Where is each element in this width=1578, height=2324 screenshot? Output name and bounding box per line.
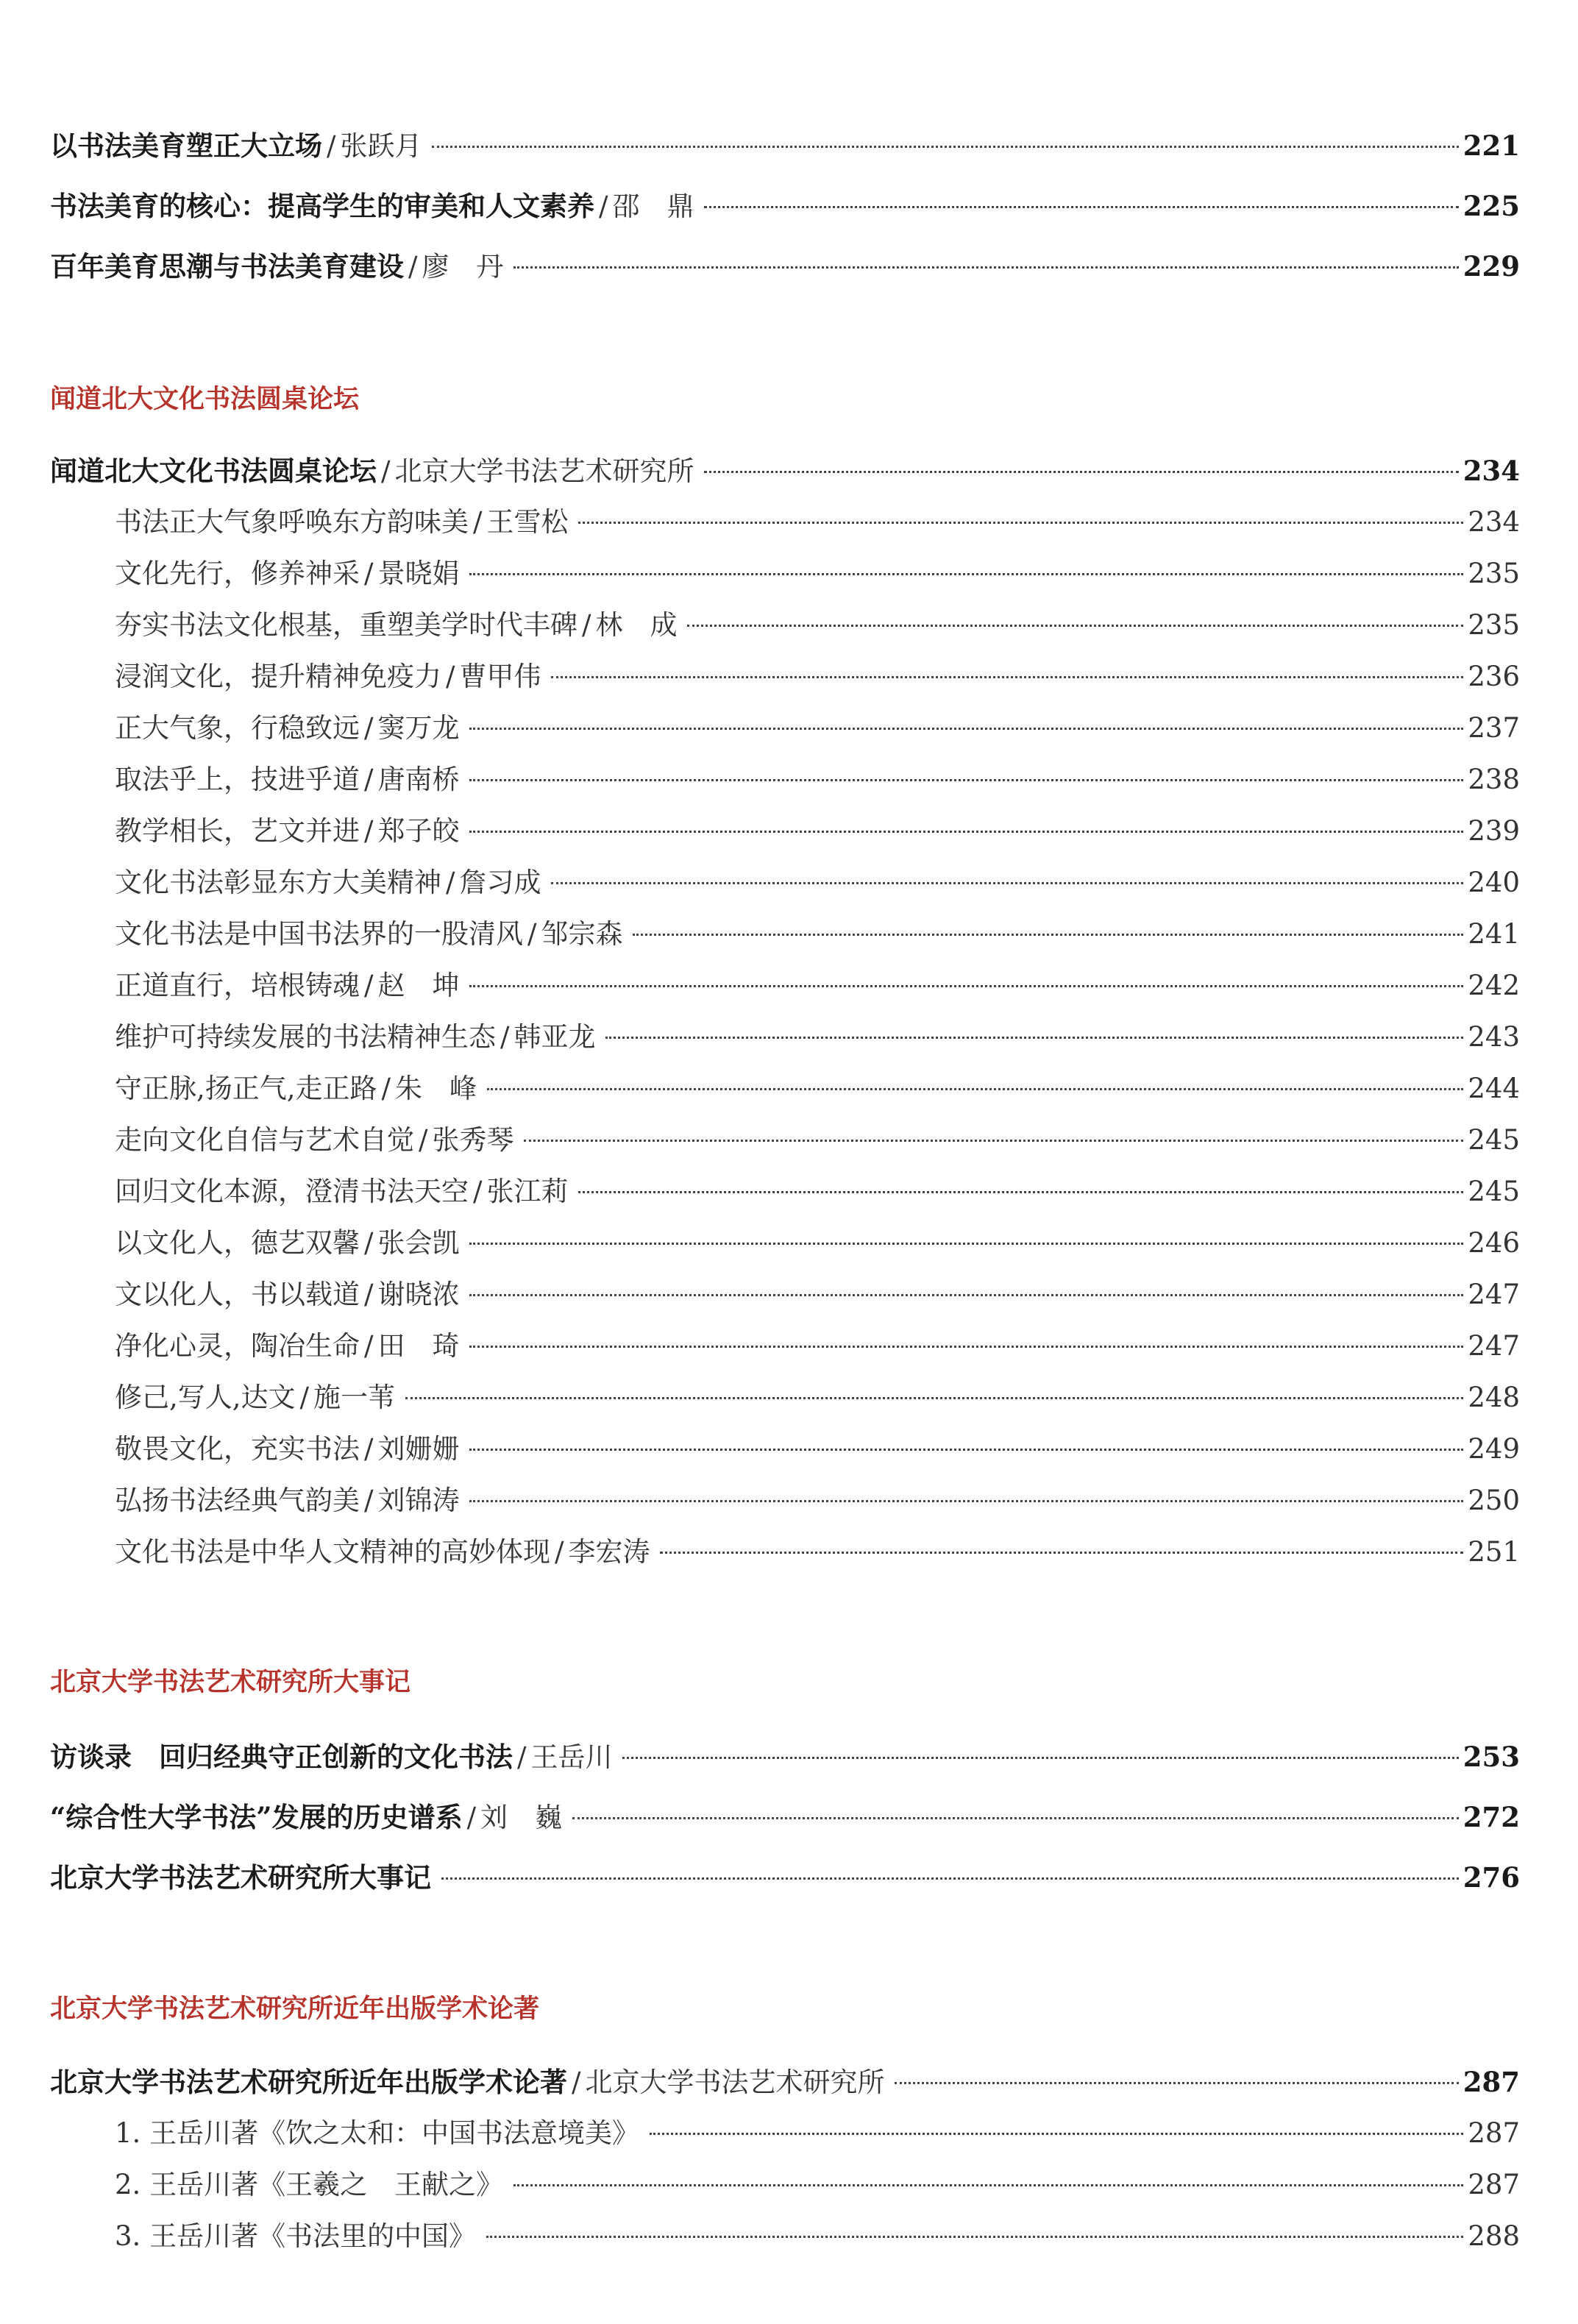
dot-leader [469,779,1463,781]
page-number: 236 [1468,661,1520,692]
page-number: 272 [1463,1801,1520,1833]
page-number: 234 [1468,506,1520,538]
page-number: 243 [1468,1021,1520,1053]
page-number: 287 [1463,2066,1520,2098]
page-number: 276 [1463,1861,1520,1894]
page-number: 287 [1468,2169,1520,2200]
entry-author: 郑子皎 [377,815,460,847]
page-number: 249 [1468,1433,1520,1465]
toc-subentry[interactable] [115,759,1520,800]
entry-title: 书法美育的核心：提高学生的审美和人文素养 [50,190,594,222]
toc-entry[interactable] [50,1797,1520,1838]
dot-leader [469,1294,1463,1296]
separator: / [381,455,391,487]
entry-author: 邹宗森 [541,918,623,950]
page-number: 288 [1468,2220,1520,2252]
entry-author: 韩亚龙 [513,1021,596,1053]
dot-leader [486,2236,1463,2238]
entry-author: 唐南桥 [377,764,460,795]
entry-author: 北京大学书法艺术研究所 [394,455,694,487]
separator: / [582,609,591,641]
dot-leader [469,728,1463,730]
entry-author: 邵 鼎 [612,191,694,222]
entry-author: 王岳川 [530,1741,613,1773]
dot-leader [487,1088,1463,1090]
separator: / [572,2067,581,2098]
entry-author: 赵 坤 [377,970,460,1001]
separator: / [517,1741,527,1773]
dot-leader [469,1346,1463,1348]
dot-leader [469,1500,1463,1502]
entry-title: 以书法美育塑正大立场 [50,129,322,162]
dot-leader [704,206,1458,208]
entry-title: 净化心灵，陶冶生命 [115,1330,360,1362]
toc-entry[interactable] [50,1736,1520,1777]
entry-author: 谢晓浓 [377,1279,460,1310]
dot-leader [578,522,1463,524]
toc-subentry[interactable] [115,656,1520,697]
entry-title: 北京大学书法艺术研究所大事记 [50,1861,431,1894]
dot-leader [469,573,1463,575]
entry-title: 教学相长，艺文并进 [115,815,360,847]
separator: / [364,815,374,847]
entry-title: 北京大学书法艺术研究所近年出版学术论著 [50,2066,567,2098]
page-number: 247 [1468,1330,1520,1362]
separator: / [364,970,374,1001]
page-number: 242 [1468,970,1520,1001]
entry-title: 闻道北大文化书法圆桌论坛 [50,455,377,487]
toc-subentry[interactable] [115,2216,1520,2257]
entry-title: 3. 王岳川著《书法里的中国》 [115,2220,477,2252]
entry-title: 书法正大气象呼唤东方韵味美 [115,506,469,538]
entry-author: 田 琦 [377,1330,460,1362]
entry-title: 走向文化自信与艺术自觉 [115,1124,414,1156]
toc-entry[interactable] [50,2061,1520,2103]
entry-title: 取法乎上，技进乎道 [115,764,360,795]
separator: / [364,1485,374,1516]
dot-leader [551,676,1463,678]
page-number: 240 [1468,867,1520,898]
toc-subentry[interactable] [115,811,1520,852]
dot-leader [441,1877,1459,1880]
page-number: 225 [1463,190,1520,222]
page-number: 246 [1468,1227,1520,1259]
page-number: 238 [1468,764,1520,795]
separator: / [446,867,455,898]
toc-subentry[interactable] [115,2164,1520,2206]
dot-leader [513,2184,1463,2186]
entry-author: 窦万龙 [377,712,460,744]
entry-author: 詹习成 [459,867,541,898]
entry-title: 百年美育思潮与书法美育建设 [50,250,404,282]
section-heading: 北京大学书法艺术研究所大事记 [50,1667,411,1697]
entry-title: 夯实书法文化根基，重塑美学时代丰碑 [115,609,577,641]
separator: / [364,712,374,744]
entry-author: 刘锦涛 [377,1485,460,1516]
toc-subentry[interactable] [115,1068,1520,1109]
separator: / [500,1021,510,1053]
toc-subentry[interactable] [115,1480,1520,1521]
dot-leader [704,471,1458,473]
page-number: 250 [1468,1485,1520,1516]
separator: / [419,1124,428,1156]
entry-author: 景晓娟 [377,558,460,589]
separator: / [364,1227,374,1259]
entry-title: 文化先行，修养神采 [115,558,360,589]
toc-entry[interactable] [50,246,1520,287]
entry-title: 修己,写人,达文 [115,1382,296,1413]
page-number: 234 [1463,455,1520,487]
page-number: 235 [1468,558,1520,589]
page-number: 251 [1468,1536,1520,1568]
toc-subentry[interactable] [115,605,1520,646]
entry-title: 文化书法是中国书法界的一股清风 [115,918,523,950]
toc-subentry[interactable] [115,1429,1520,1470]
entry-author: 刘 巍 [480,1802,563,1833]
dot-leader [469,831,1463,833]
dot-leader [513,266,1458,269]
dot-leader [895,2082,1458,2084]
entry-title: 回归文化本源，澄清书法天空 [115,1176,469,1207]
toc-subentry[interactable] [115,1120,1520,1161]
entry-title: 文以化人，书以载道 [115,1279,360,1310]
page-number: 245 [1468,1176,1520,1207]
dot-leader [687,625,1463,627]
page-number: 253 [1463,1741,1520,1773]
dot-leader [405,1397,1463,1399]
toc-subentry[interactable] [115,1171,1520,1212]
entry-title: 2. 王岳川著《王羲之 王献之》 [115,2169,504,2200]
entry-author: 曹甲伟 [459,661,541,692]
entry-title: 访谈录 回归经典守正创新的文化书法 [50,1741,513,1773]
page-number: 287 [1468,2117,1520,2149]
toc-subentry[interactable] [115,965,1520,1006]
entry-author: 张秀琴 [432,1124,514,1156]
separator: / [364,1330,374,1362]
dot-leader [660,1552,1463,1554]
section-heading: 闻道北大文化书法圆桌论坛 [50,384,360,414]
entry-title: “综合性大学书法”发展的历史谱系 [50,1801,463,1833]
entry-title: 弘扬书法经典气韵美 [115,1485,360,1516]
separator: / [381,1073,391,1104]
page-number: 247 [1468,1279,1520,1310]
page-number: 248 [1468,1382,1520,1413]
entry-author: 朱 峰 [395,1073,477,1104]
entry-title: 正大气象，行稳致远 [115,712,360,744]
separator: / [408,251,418,282]
dot-leader [432,146,1458,148]
dot-leader [650,2133,1463,2135]
entry-title: 文化书法彰显东方大美精神 [115,867,441,898]
separator: / [364,764,374,795]
entry-title: 正道直行，培根铸魂 [115,970,360,1001]
dot-leader [605,1037,1463,1039]
entry-author: 张江莉 [486,1176,569,1207]
entry-title: 维护可持续发展的书法精神生态 [115,1021,496,1053]
toc-subentry[interactable] [115,1017,1520,1058]
entry-author: 张跃月 [340,130,422,162]
page-number: 237 [1468,712,1520,744]
page-number: 244 [1468,1073,1520,1104]
separator: / [473,1176,483,1207]
dot-leader [551,882,1463,884]
separator: / [466,1802,477,1833]
toc-subentry[interactable] [115,862,1520,903]
separator: / [327,130,336,162]
entry-author: 刘姗姗 [377,1433,460,1465]
dot-leader [578,1191,1463,1193]
entry-author: 北京大学书法艺术研究所 [585,2067,885,2098]
dot-leader [469,1243,1463,1245]
toc-subentry[interactable] [115,1223,1520,1264]
separator: / [473,506,483,538]
separator: / [364,1279,374,1310]
page-number: 241 [1468,918,1520,950]
dot-leader [469,985,1463,987]
entry-title: 守正脉,扬正气,走正路 [115,1073,377,1104]
separator: / [446,661,455,692]
toc-subentry[interactable] [115,1532,1520,1573]
entry-author: 林 成 [595,609,678,641]
section-heading: 北京大学书法艺术研究所近年出版学术论著 [50,1994,540,2024]
separator: / [364,558,374,589]
separator: / [364,1433,374,1465]
entry-author: 张会凯 [377,1227,460,1259]
entry-author: 廖 丹 [422,251,504,282]
entry-author: 施一苇 [313,1382,395,1413]
page-number: 239 [1468,815,1520,847]
entry-title: 1. 王岳川著《饮之太和：中国书法意境美》 [115,2117,640,2149]
separator: / [599,191,608,222]
toc-subentry[interactable] [115,914,1520,955]
page-number: 235 [1468,609,1520,641]
toc-entry[interactable] [50,450,1520,491]
dot-leader [622,1757,1458,1759]
dot-leader [469,1449,1463,1451]
toc-subentry[interactable] [115,1274,1520,1315]
entry-author: 李宏涛 [568,1536,650,1568]
dot-leader [633,934,1463,936]
toc-subentry[interactable] [115,708,1520,749]
dot-leader [572,1817,1459,1819]
toc-entry[interactable] [50,1857,1520,1898]
toc-entry[interactable] [50,185,1520,227]
entry-author: 王雪松 [486,506,569,538]
dot-leader [524,1140,1463,1142]
toc-subentry[interactable] [115,553,1520,594]
entry-title: 以文化人，德艺双馨 [115,1227,360,1259]
toc-subentry[interactable] [115,1326,1520,1367]
entry-title: 浸润文化，提升精神免疫力 [115,661,441,692]
separator: / [299,1382,309,1413]
page-number: 229 [1463,250,1520,282]
entry-title: 文化书法是中华人文精神的高妙体现 [115,1536,550,1568]
toc-subentry[interactable] [115,502,1520,543]
toc-subentry[interactable] [115,2113,1520,2154]
separator: / [527,918,537,950]
toc-subentry[interactable] [115,1377,1520,1418]
toc-entry[interactable] [50,125,1520,166]
entry-title: 敬畏文化，充实书法 [115,1433,360,1465]
separator: / [555,1536,564,1568]
page-number: 245 [1468,1124,1520,1156]
page-number: 221 [1463,129,1520,162]
